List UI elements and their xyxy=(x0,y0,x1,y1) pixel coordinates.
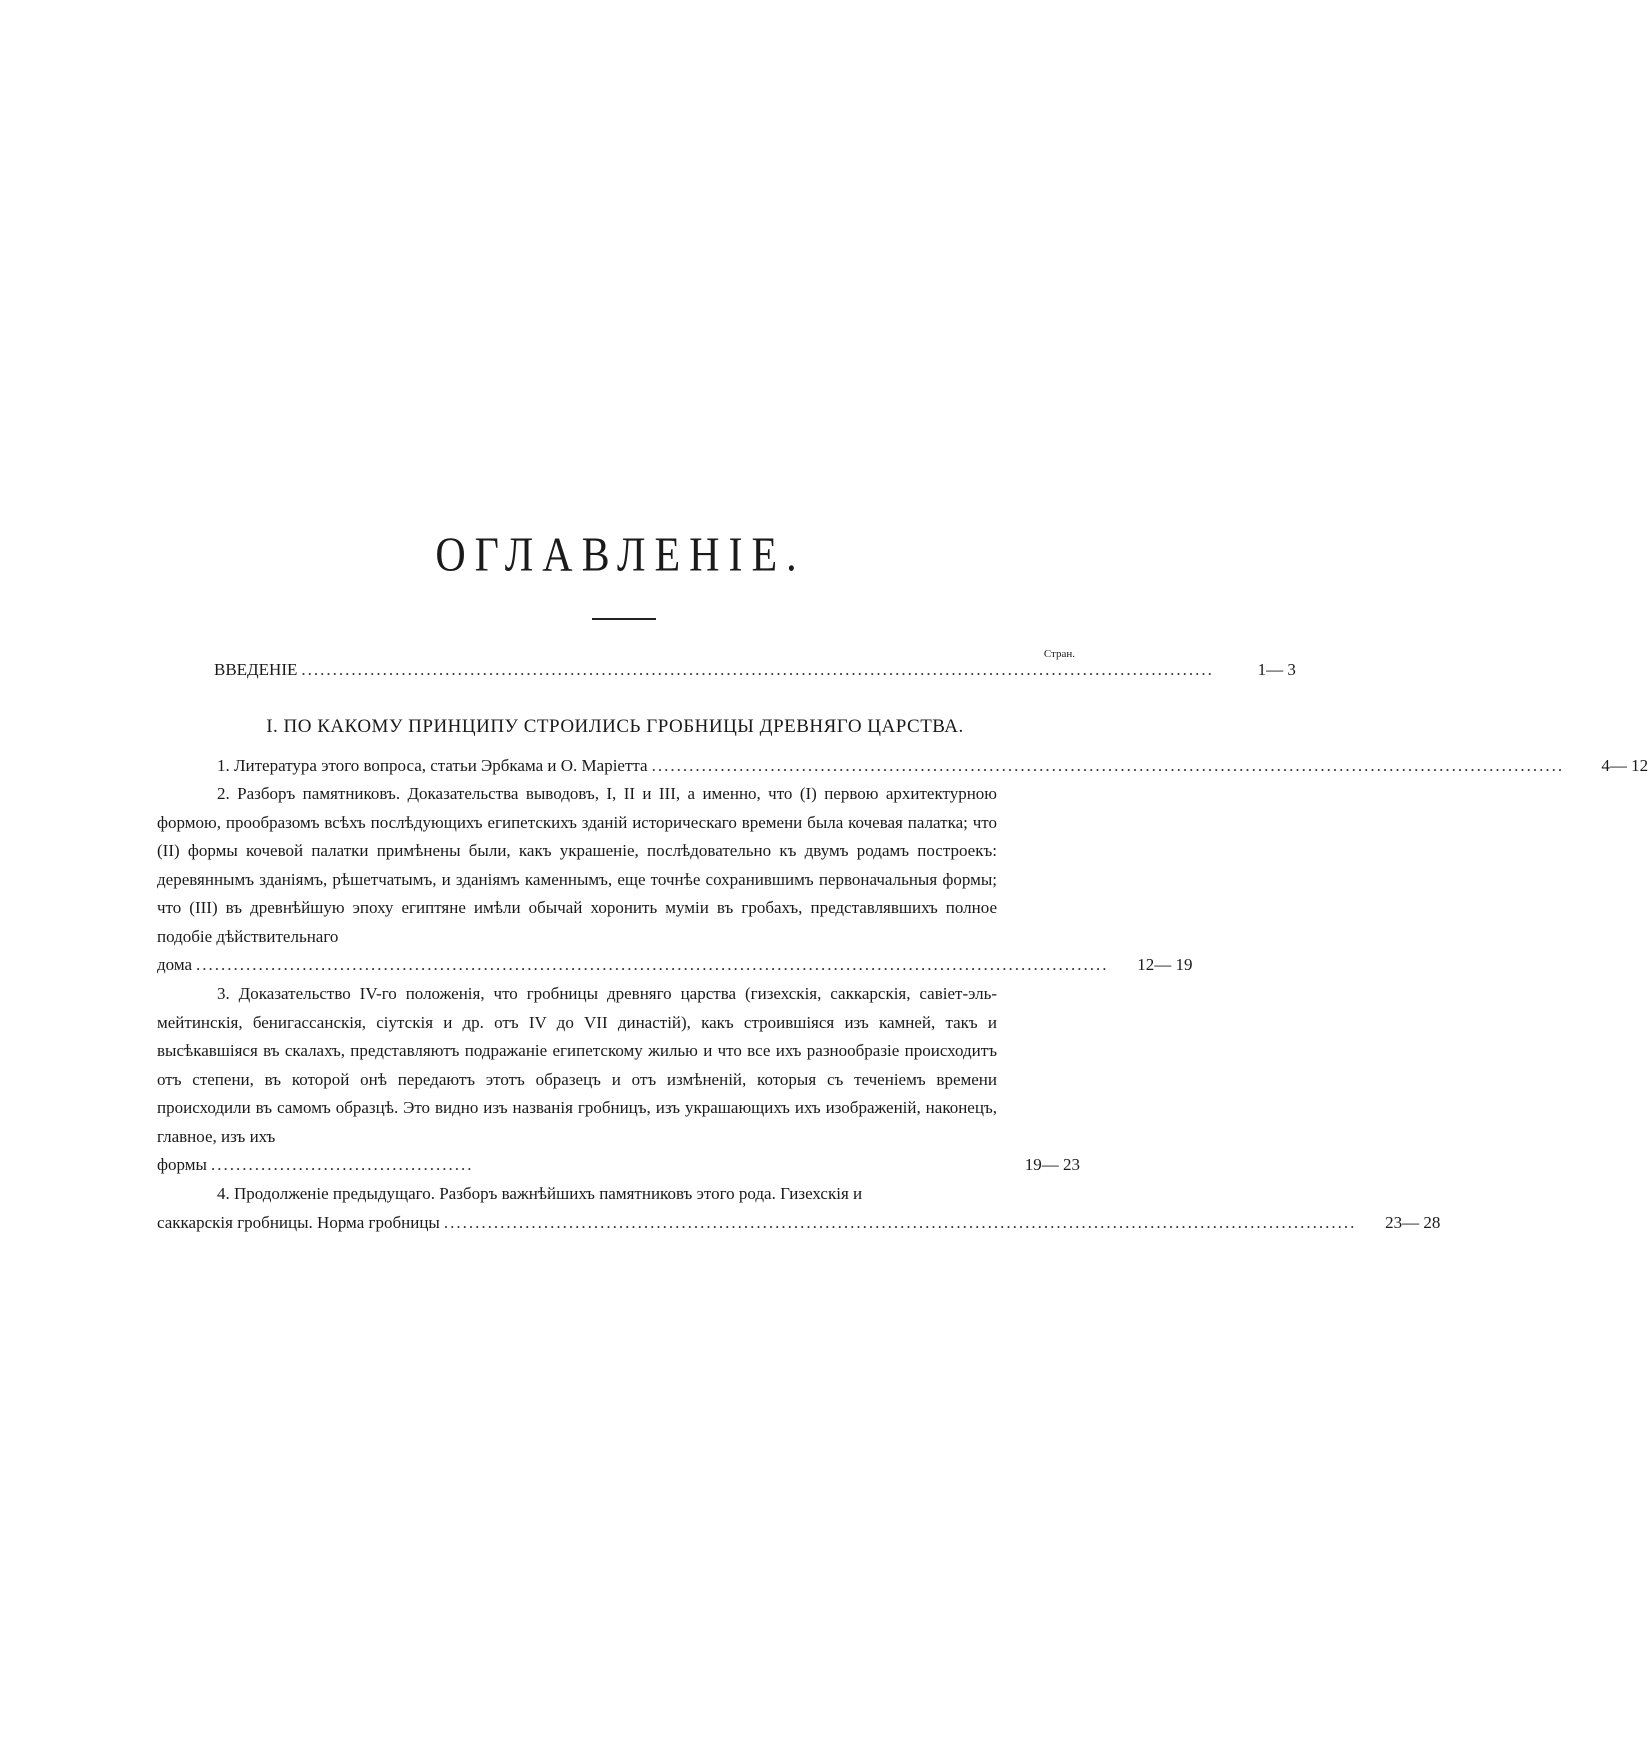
toc-entry-4[interactable] xyxy=(157,1180,1441,1237)
intro-pages: 1— 3 xyxy=(1257,660,1296,679)
chapter-title: I. ПО КАКОМУ ПРИНЦИПУ СТРОИЛИСЬ ГРОБНИЦЫ ДРЕВНЯГО ЦАРСТВА. xyxy=(266,716,964,737)
dot-leader: .......................................... xyxy=(210,1155,474,1174)
entry-text: 1. Литература этого вопроса, статьи Эрбкама и О. Маріетта xyxy=(217,756,648,775)
page-title: ОГЛАВЛЕНІЕ. xyxy=(435,529,806,583)
toc-entry-2[interactable] xyxy=(157,780,1193,980)
toc-entry-1[interactable] xyxy=(157,752,1648,781)
entry-text: 2. Разборъ памятниковъ. Доказательства выводовъ, I, II и III, а именно, что (I) первою архитектурною формою, прообразомъ всѣхъ послѣдующихъ египетскихъ зданій историческаго времени была кочевая палатка; что (II) формы кочевой палатки примѣнены были, какъ украшеніе, послѣдовательно къ двумъ родамъ построекъ: деревяннымъ зданіямъ, рѣшетчатымъ, и зданіямъ каменнымъ, еще точнѣе сохранившимъ первоначальныя формы; что (III) въ древнѣйшую эпоху египтяне имѣли обычай хоронить муміи въ гробахъ, представлявшихъ полное подобіе дѣйствительнаго xyxy=(157,784,997,946)
toc-entry-3[interactable] xyxy=(157,980,1080,1180)
dot-leader: .................................................................................................................................................. xyxy=(651,756,1565,775)
entry-text-end: дома xyxy=(157,955,193,974)
dot-leader: .................................................................................................................................................. xyxy=(196,955,1109,974)
entry-text-end: саккарскія гробницы. Норма гробницы xyxy=(157,1212,440,1232)
dot-leader: .................................................................................................................................................. xyxy=(301,660,1214,679)
entry-pages: 4— 12 xyxy=(1601,756,1648,775)
entry-text-end: формы xyxy=(157,1155,207,1174)
entry-pages: 12— 19 xyxy=(1137,955,1193,974)
title-rule xyxy=(592,618,656,620)
intro-entry[interactable] xyxy=(214,660,1296,680)
page-column-label: Стран. xyxy=(1043,648,1075,660)
entry-pages: 19— 23 xyxy=(1024,1155,1080,1174)
entry-pages: 23— 28 xyxy=(1385,1212,1441,1232)
intro-label: ВВЕДЕНІЕ xyxy=(214,660,298,679)
dot-leader: .................................................................................................................................................. xyxy=(443,1212,1357,1232)
entry-text: 3. Доказательство IV-го положенія, что гробницы древняго царства (гизехскія, саккарскія, савіет-эль-мейтинскія, бенигассанскія, сіутскія и др. отъ IV до VII династій), какъ строившіяся изъ камней, такъ и высѣкавшіяся въ скалахъ, представляютъ подражаніе египетскому жилью и что все ихъ разнообразіе происходитъ отъ степени, въ которой онѣ передаютъ этотъ образецъ и отъ измѣненій, которыя съ теченіемъ времени происходили въ самомъ образцѣ. Это видно изъ названія гробницъ, изъ украшающихъ ихъ изображеній, наконецъ, главное, изъ ихъ xyxy=(157,984,997,1146)
entry-text: 4. Продолженіе предыдущаго. Разборъ важнѣйшихъ памятниковъ этого рода. Гизехскія и xyxy=(217,1184,863,1203)
